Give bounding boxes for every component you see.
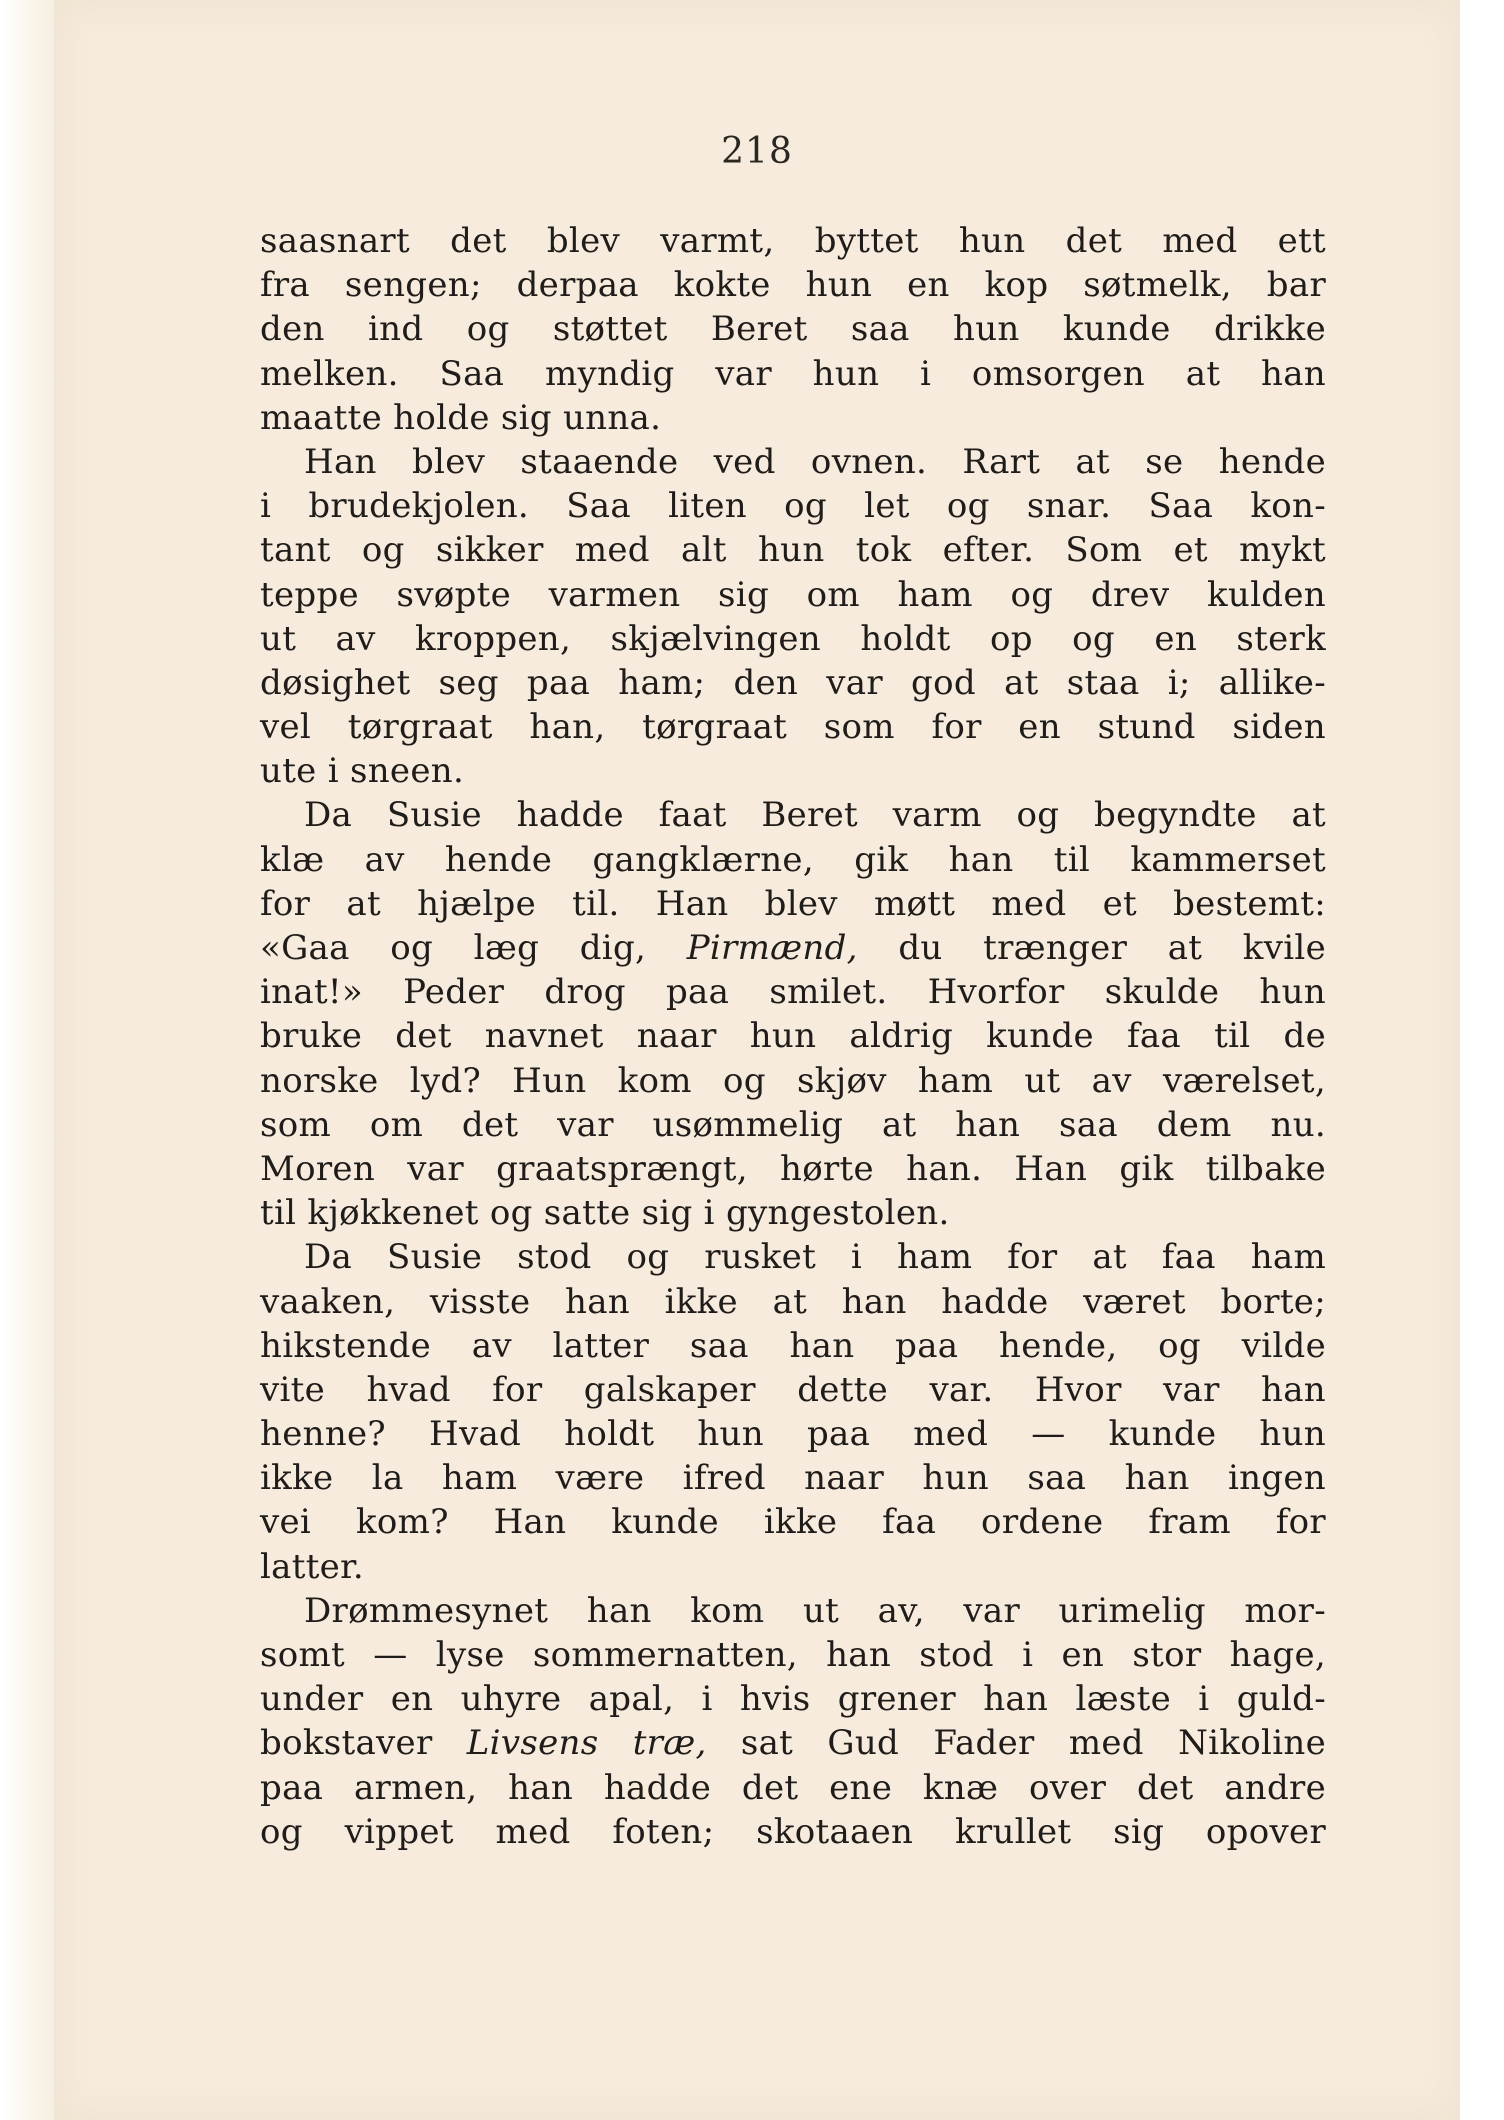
text-line: for at hjælpe til. Han blev møtt med et bestemt: xyxy=(260,883,1326,924)
text-line: henne? Hvad holdt hun paa med — kunde hun xyxy=(260,1414,1326,1455)
text-line: Han blev staaende ved ovnen. Rart at se hende xyxy=(304,441,1326,482)
text-line: vite hvad for galskaper dette var. Hvor var han xyxy=(260,1369,1326,1410)
text-line: teppe svøpte varmen sig om ham og drev kulden xyxy=(260,574,1326,615)
body-text xyxy=(260,219,1326,1854)
text-line: bruke det navnet naar hun aldrig kunde faa til de xyxy=(260,1016,1326,1057)
text-line: i brudekjolen. Saa liten og let og snar. Saa kon- xyxy=(260,486,1326,527)
text-line: somt — lyse sommernatten, han stod i en stor hage, xyxy=(260,1635,1326,1675)
text-line: og vippet med foten; skotaaen krullet sig opover xyxy=(260,1811,1326,1852)
text-line: til kjøkkenet og satte sig i gyngestolen. xyxy=(260,1193,950,1234)
scan-margin-left xyxy=(0,0,54,2120)
text-line: maatte holde sig unna. xyxy=(260,397,662,438)
text-line: Moren var graatsprængt, hørte han. Han gik tilbake xyxy=(260,1148,1326,1189)
text-line: ute i sneen. xyxy=(260,751,465,792)
text-line: døsighet seg paa ham; den var god at staa i; allike- xyxy=(260,662,1326,703)
text-line: vaaken, visste han ikke at han hadde været borte; xyxy=(260,1281,1326,1322)
text-line: paa armen, han hadde det ene knæ over det andre xyxy=(260,1767,1326,1808)
text-line: tant og sikker med alt hun tok efter. Som et mykt xyxy=(260,530,1326,571)
text-line: klæ av hende gangklærne, gik han til kammerset xyxy=(260,839,1326,880)
text-line: under en uhyre apal, i hvis grener han læste i guld- xyxy=(260,1679,1326,1720)
text-line: saasnart det blev varmt, byttet hun det med ett xyxy=(260,221,1326,261)
text-line: bokstaver Livsens træ, sat Gud Fader med Nikoline xyxy=(260,1723,1326,1764)
scan-margin-right xyxy=(1460,0,1504,2120)
text-line: vei kom? Han kunde ikke faa ordene fram for xyxy=(260,1502,1326,1543)
italic-span: Livsens træ, xyxy=(466,1723,707,1764)
text-line: hikstende av latter saa han paa hende, og vilde xyxy=(260,1325,1326,1366)
text-line: fra sengen; derpaa kokte hun en kop søtmelk, bar xyxy=(260,265,1326,306)
text-line: latter. xyxy=(260,1546,365,1587)
text-line: ut av kroppen, skjælvingen holdt op og en sterk xyxy=(260,618,1326,659)
page-number: 218 xyxy=(721,131,793,172)
text-line: Da Susie stod og rusket i ham for at faa ham xyxy=(304,1237,1326,1278)
text-line: Da Susie hadde faat Beret varm og begyndte at xyxy=(304,795,1326,836)
text-line: norske lyd? Hun kom og skjøv ham ut av værelset, xyxy=(260,1060,1326,1101)
text-line: vel tørgraat han, tørgraat som for en stund siden xyxy=(260,707,1326,748)
text-line: Drømmesynet han kom ut av, var urimelig mor- xyxy=(304,1590,1326,1631)
text-line: som om det var usømmelig at han saa dem nu. xyxy=(260,1104,1326,1145)
text-line: inat!» Peder drog paa smilet. Hvorfor skulde hun xyxy=(260,972,1326,1013)
italic-span: Pirmænd, xyxy=(686,928,858,968)
text-line: ikke la ham være ifred naar hun saa han ingen xyxy=(260,1458,1326,1499)
text-line: melken. Saa myndig var hun i omsorgen at han xyxy=(260,353,1326,394)
text-line: den ind og støttet Beret saa hun kunde drikke xyxy=(260,309,1326,350)
text-line: «Gaa og læg dig, Pirmænd, du trænger at kvile xyxy=(260,928,1326,968)
